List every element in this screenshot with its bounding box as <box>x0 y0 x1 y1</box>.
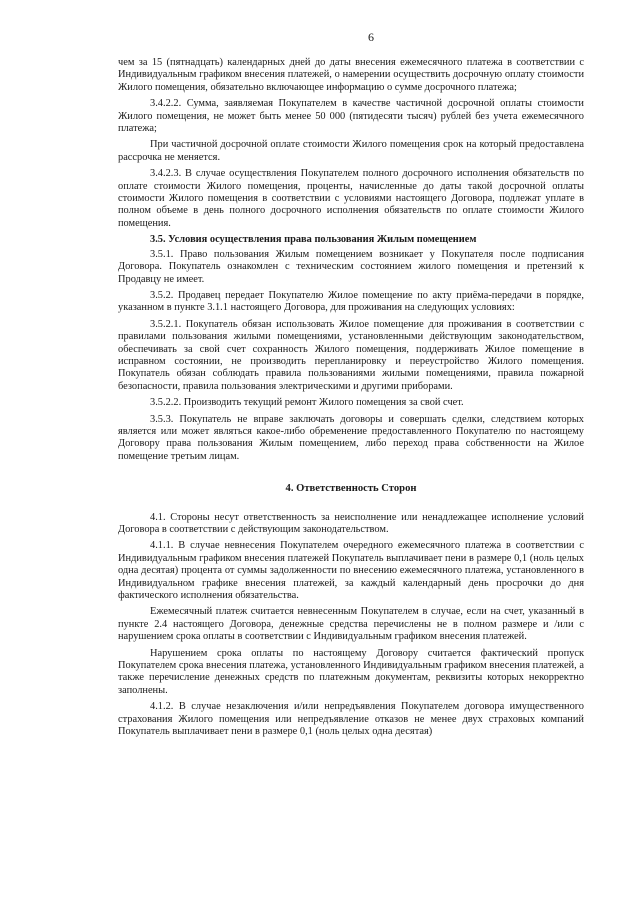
paragraph-3-4-2-3: 3.4.2.3. В случае осуществления Покупателем полного досрочного исполнения обязательств по оплате стоимости Жилого помещения, проценты, начисленные до даты такой досрочной оплаты стоимости Жилого помещения в соответствии с условиями настоящего Договора, подлежат уплате в полном объеме в день полного досрочного исполнения обязательств по оплате стоимости Жилого помещения. <box>118 168 584 229</box>
paragraph-3-5-2-1: 3.5.2.1. Покупатель обязан использовать Жилое помещение для проживания в соответствии с правилами пользования жилыми помещениями, установленными действующим законодательством, обеспечивать за свой счет сохранность Жилого помещения, поддерживать Жилое помещение в исправном состоянии, не производить перепланировку и переустройство Жилого помещения. Покупатель обязан соблюдать правила пользованиями жилыми помещениями, правила пожарной безопасности, правила пользования электрическими и другими приборами. <box>118 318 584 392</box>
section-4-heading: 4. Ответственность Сторон <box>285 483 417 495</box>
paragraph-4-1-1: 4.1.1. В случае невнесения Покупателем очередного ежемесячного платежа в соответствии с Индивидуальным графиком внесения платежей Покупатель выплачивает пени в размере 0,1 (ноль целых одна десятая) процента от суммы задолженности по внесению ежемесячного платежа, установленного в Индивидуальном графике внесения платежей, за каждый календарный день просрочки до дня фактического исполнения обязательства. <box>118 540 584 602</box>
paragraph-continuation: чем за 15 (пятнадцать) календарных дней до даты внесения ежемесячного платежа в соответствии с Индивидуальным графиком внесения платежей, о намерении осуществить досрочную оплату стоимости Жилого помещения, обязательно включающее информацию о сумме досрочного платежа; <box>118 57 584 93</box>
paragraph-3-5-3: 3.5.3. Покупатель не вправе заключать договоры и совершать сделки, следствием которых является или может являться какое-либо обременение предоставленного Покупателю по настоящему Договору права пользования Жилым помещением, либо переход права собственности на Жилое помещение третьим лицам. <box>118 413 584 462</box>
paragraph-3-5-2-2: 3.5.2.2. Производить текущий ремонт Жилого помещения за свой счет. <box>150 397 464 409</box>
page-number: 6 <box>368 30 374 44</box>
paragraph-4-1: 4.1. Стороны несут ответственность за неисполнение или ненадлежащее исполнение условий Договора в соответствии с действующим законодательством. <box>118 511 584 535</box>
section-3-5-heading: 3.5. Условия осуществления права пользования Жилым помещением <box>150 234 477 246</box>
paragraph-monthly-payment: Ежемесячный платеж считается невнесенным Покупателем в случае, если на счет, указанный в пункте 2.4 настоящего Договора, денежные средства перечислены не в полном размере и /или с нарушением срока оплаты в соответствии с Индивидуальным графиком внесения платежей. <box>118 606 584 643</box>
paragraph-3-5-1: 3.5.1. Право пользования Жилым помещением возникает у Покупателя после подписания Договора. Покупатель ознакомлен с техническим состоянием жилого помещения и претензий к Продавцу не имеет. <box>118 248 584 285</box>
paragraph-payment-violation: Нарушением срока оплаты по настоящему Договору считается фактический пропуск Покупателем срока внесения платежа, установленного Индивидуальным графиком внесения платежей, а также перечисление денежных средств по платежным документам, реквизиты которых некорректно заполнены. <box>118 647 584 696</box>
paragraph-partial-payment: При частичной досрочной оплате стоимости Жилого помещения срок на который предоставлена рассрочка не меняется. <box>118 139 584 163</box>
paragraph-4-1-2: 4.1.2. В случае незаключения и/или непредъявления Покупателем договора имущественного страхования Жилого помещения или непредъявление отказов не менее двух страховых компаний Покупатель выплачивает пени в размере 0,1 (ноль целых одна десятая) <box>118 701 584 738</box>
paragraph-3-4-2-2: 3.4.2.2. Сумма, заявляемая Покупателем в качестве частичной досрочной оплаты стоимости Жилого помещения, не может быть менее 50 000 (пятидесяти тысяч) рублей без учета ежемесячного платежа; <box>118 98 584 135</box>
paragraph-3-5-2: 3.5.2. Продавец передает Покупателю Жилое помещение по акту приёма-передачи в порядке, указанном в пункте 3.1.1 настоящего Договора, для проживания на следующих условиях: <box>118 289 584 314</box>
